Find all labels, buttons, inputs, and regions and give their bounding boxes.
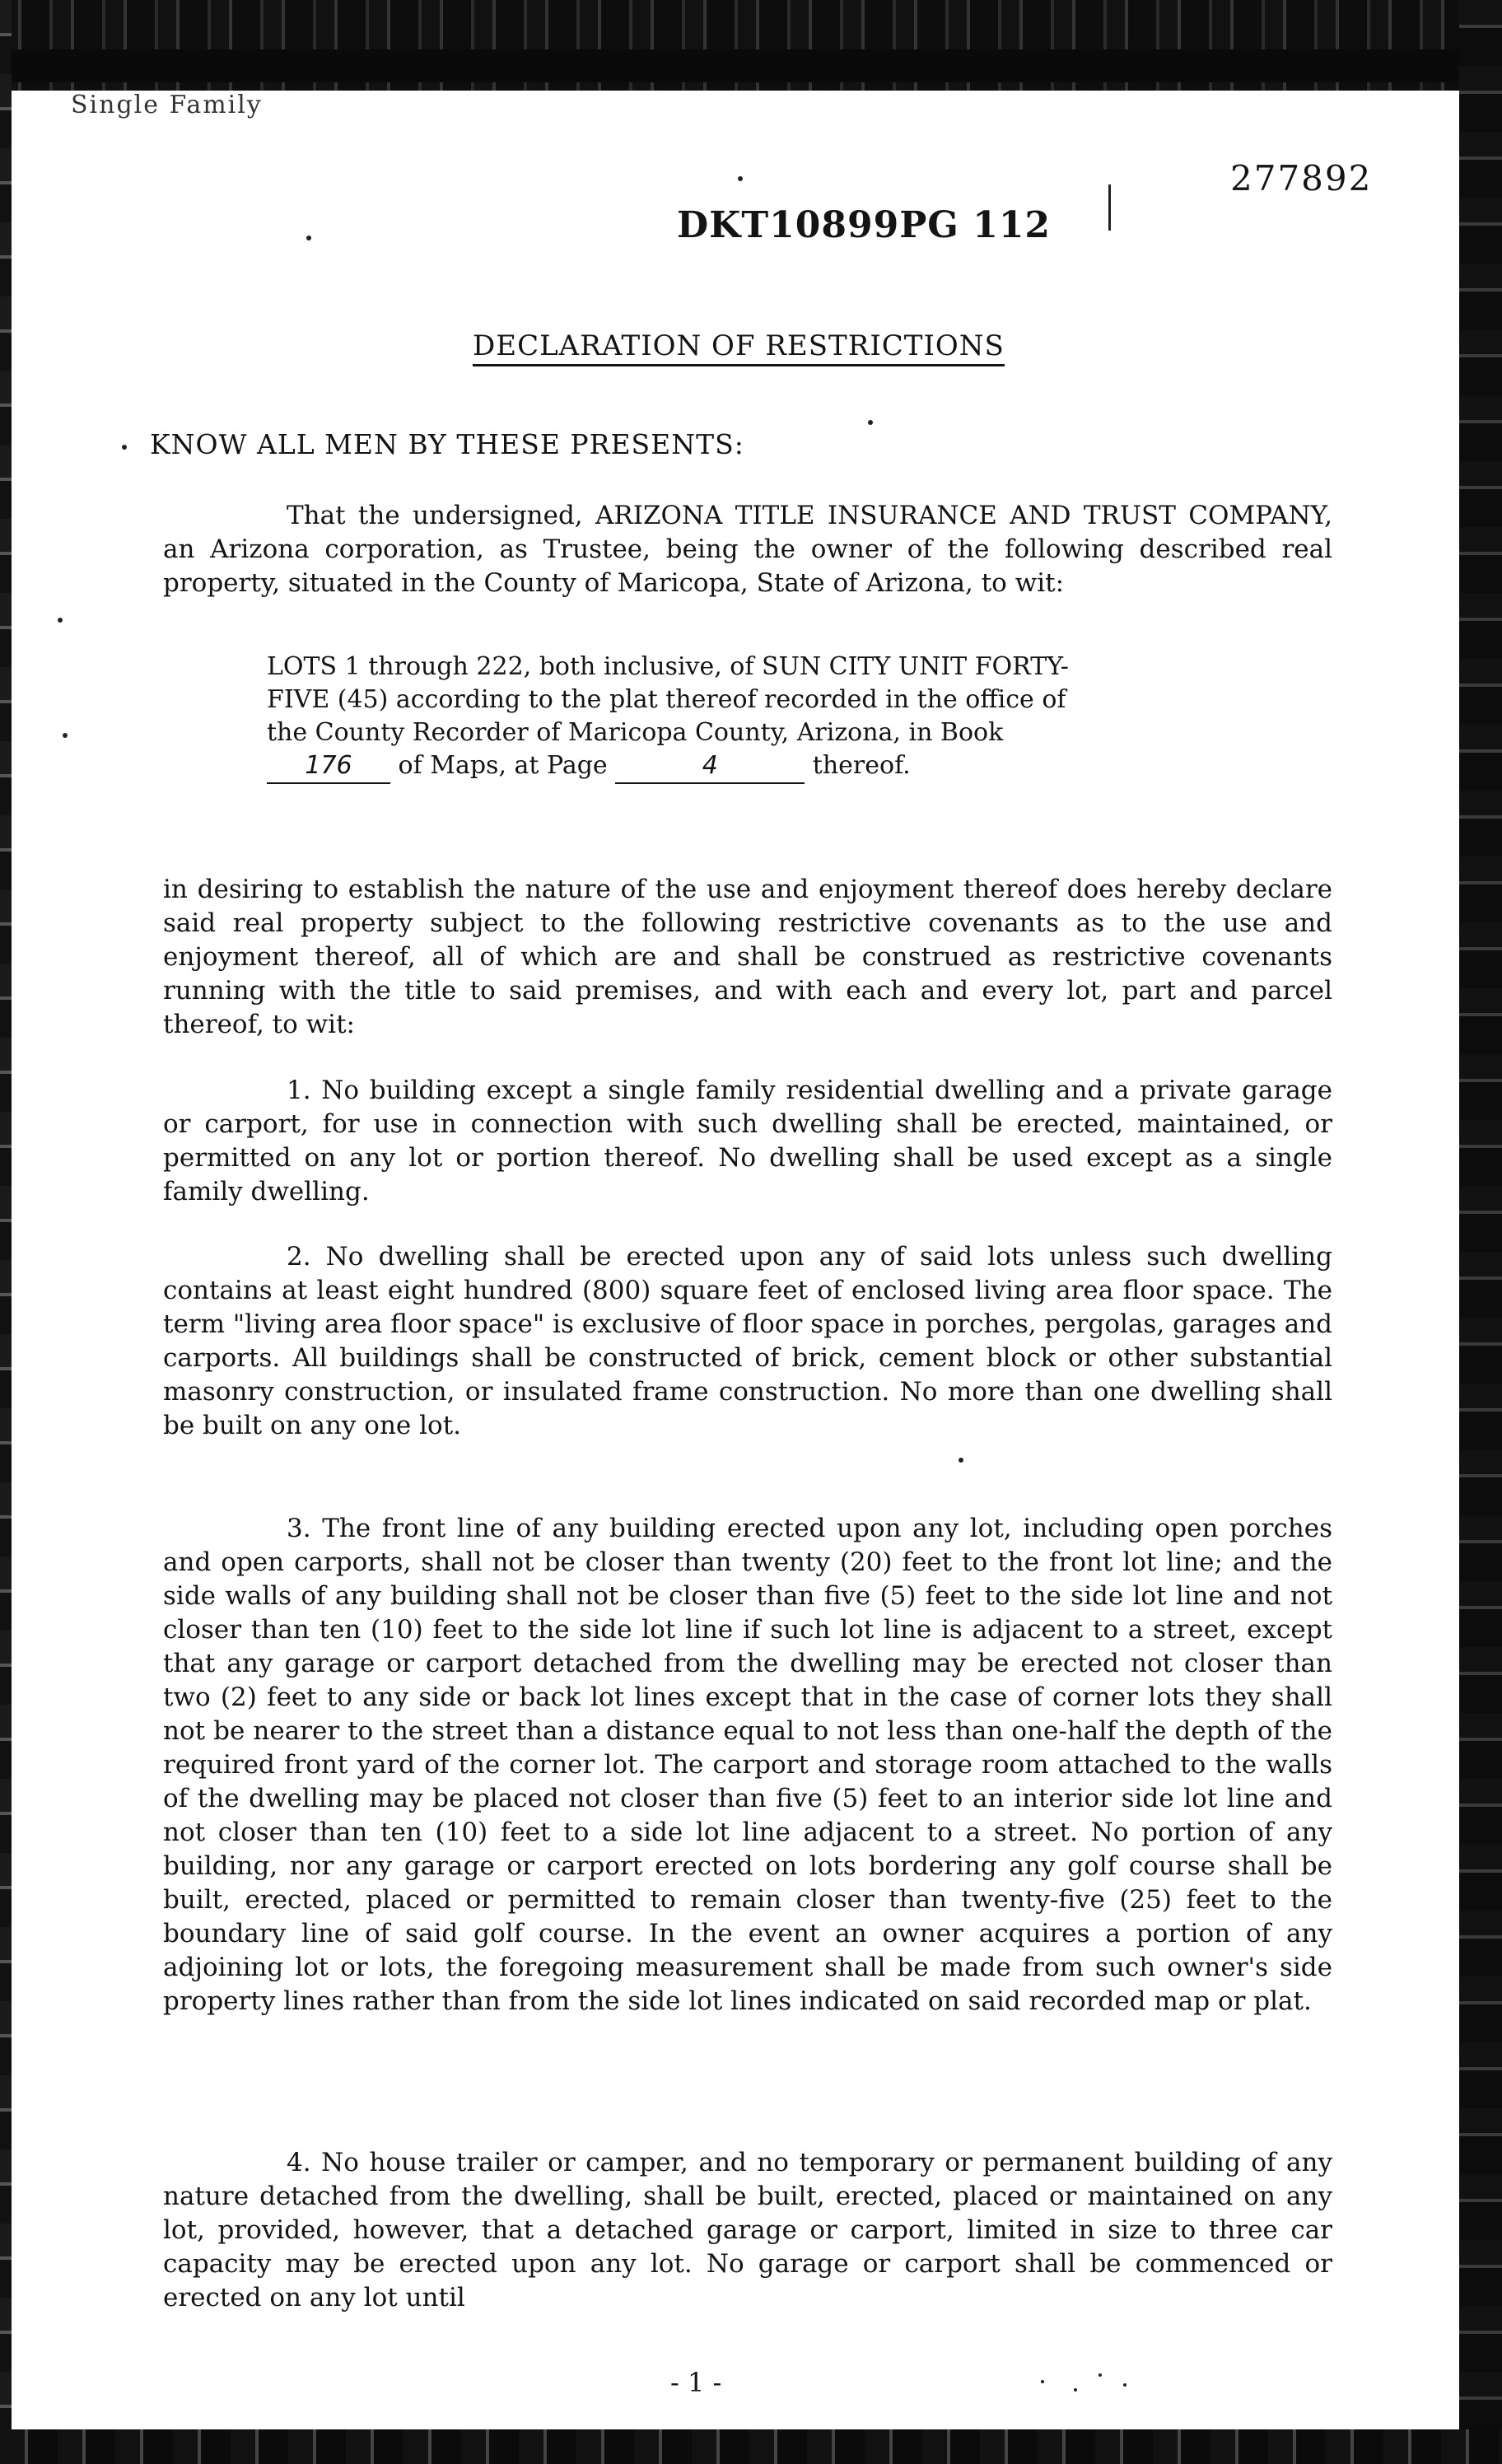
scan-border-left bbox=[0, 0, 12, 2464]
page-number-field: 4 bbox=[615, 749, 805, 784]
scan-speck bbox=[122, 445, 127, 450]
scan-border-right bbox=[1459, 0, 1502, 2464]
scan-border-top bbox=[0, 0, 1502, 91]
legal-text-after: thereof. bbox=[812, 751, 911, 780]
document-number: 277892 bbox=[1230, 158, 1373, 198]
scan-speck bbox=[58, 618, 63, 623]
clause-2: 2. No dwelling shall be erected upon any of said lots unless such dwelling contains at least eight hundred (800) square feet of enclosed living area floor space. The term "living area floor space" is exclusive of floor space in porches, pergolas, garages and carports. All buildings shall be constructed of brick, cement block or other substantial masonry construction, or insulated frame construction. No more than one dwelling shall be built on any one lot. bbox=[163, 1242, 1332, 1440]
form-label: Single Family bbox=[71, 91, 263, 119]
book-page-reference: DKT10899PG 112 bbox=[677, 204, 1052, 246]
legal-text-middle: of Maps, at Page bbox=[398, 751, 608, 780]
scan-speck bbox=[63, 733, 68, 738]
clause-3: 3. The front line of any building erected upon any lot, including open porches and open carports, shall not be closer than twenty (20) feet to the front lot line; and the side walls of any building shall not be closer than five (5) feet to the side lot line and not closer than ten (10) feet to the side lot line if such lot line is adjacent to a street, except that any garage or carport detached from the dwelling may be erected not closer than two (2) feet to any side or back lot lines except that in the case of corner lots they shall not be nearer to the street than a distance equal to not less than one-half the depth of the required front yard of the corner lot. The carport and storage room attached to the walls of the dwelling may be placed not closer than five (5) feet to an interior side lot line and not closer than ten (10) feet to a side lot line adjacent to a street. No portion of any building, nor any garage or carport erected on lots bordering any golf course shall be built, erected, placed or permitted to remain closer than twenty-five (25) feet to the boundary line of said golf course. In the event an owner acquires a portion of any adjoining lot or lots, the foregoing measurement shall be made from such owner's side property lines rather than from the side lot lines indicated on said recorded map or plat. bbox=[163, 1514, 1332, 2016]
scan-border-bottom bbox=[0, 2429, 1502, 2464]
scan-speck bbox=[1041, 2380, 1044, 2383]
document-page bbox=[12, 91, 1459, 2429]
scan-speck bbox=[1099, 2373, 1102, 2377]
scan-speck bbox=[868, 420, 873, 425]
scan-speck bbox=[306, 236, 311, 240]
legal-text-before: LOTS 1 through 222, both inclusive, of SUN CITY UNIT FORTY-FIVE (45) according to the plat thereof recorded in the office of the County Recorder of Maricopa County, Arizona, in Book bbox=[267, 652, 1069, 747]
legal-description bbox=[267, 651, 1090, 784]
margin-mark bbox=[1108, 184, 1111, 231]
page-number: - 1 - bbox=[670, 2367, 722, 2398]
clause-4: 4. No house trailer or camper, and no temporary or permanent building of any nature detached from the dwelling, shall be built, erected, placed or maintained on any lot, provided, however, that a detached garage or carport, limited in size to three car capacity may be erected upon any lot. No garage or carport shall be commenced or erected on any lot until bbox=[163, 2148, 1332, 2312]
scan-speck bbox=[959, 1458, 963, 1463]
book-number-field: 176 bbox=[267, 749, 390, 784]
declaration-paragraph: in desiring to establish the nature of the use and enjoyment thereof does hereby declare said real property subject to the following restrictive covenants as to the use and enjoyment thereof, all of which are and shall be construed as restrictive covenants running with the title to said premises, and with each and every lot, part and parcel thereof, to wit: bbox=[163, 875, 1332, 1039]
document-title: DECLARATION OF RESTRICTIONS bbox=[473, 329, 1005, 366]
clause-1: 1. No building except a single family residential dwelling and a private garage or carport, for use in connection with such dwelling shall be erected, maintained, or permitted on any lot or portion thereof. No dwelling shall be used except as a single family dwelling. bbox=[163, 1076, 1332, 1206]
scan-speck bbox=[1074, 2388, 1077, 2392]
intro-paragraph: That the undersigned, ARIZONA TITLE INSURANCE AND TRUST COMPANY, an Arizona corporation, as Trustee, being the owner of the following described real property, situated in the County of Maricopa, State of Arizona, to wit: bbox=[163, 501, 1332, 598]
scan-border-top-band bbox=[0, 49, 1502, 82]
scan-speck bbox=[1123, 2383, 1126, 2387]
salutation: KNOW ALL MEN BY THESE PRESENTS: bbox=[150, 428, 744, 460]
scan-speck bbox=[738, 176, 743, 181]
